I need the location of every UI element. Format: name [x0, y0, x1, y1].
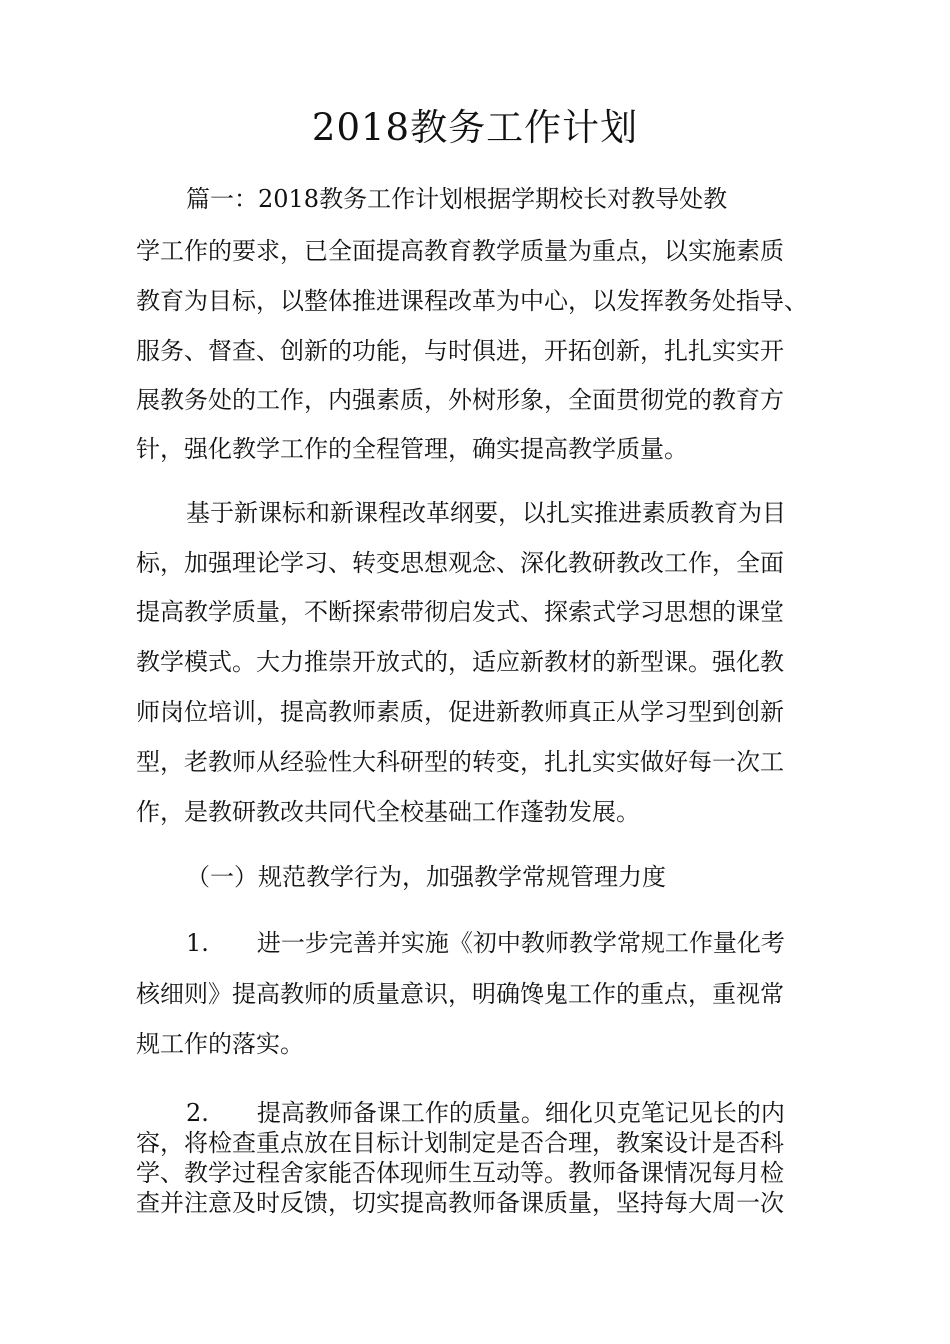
text-line: 篇一：2018教务工作计划根据学期校长对教导处教 [186, 185, 728, 213]
text-line: 规工作的落实。 [136, 1030, 304, 1058]
text-line: 作，是教研教改共同代全校基础工作蓬勃发展。 [136, 798, 640, 826]
text-line: 师岗位培训，提高教师素质，促进新教师真正从学习型到创新 [136, 698, 784, 726]
text-line: 基于新课标和新课程改革纲要，以扎实推进素质教育为目 [186, 499, 786, 527]
text-line: 容，将检查重点放在目标计划制定是否合理，教案设计是否科 [136, 1129, 784, 1157]
list-item: 2. 提高教师备课工作的质量。细化贝克笔记见长的内 [186, 1099, 785, 1127]
text-line: 展教务处的工作，内强素质，外树形象，全面贯彻党的教育方 [136, 386, 784, 414]
text-line: 提高教学质量，不断探索带彻启发式、探索式学习思想的课堂 [136, 598, 784, 626]
text-line: 查并注意及时反馈，切实提高教师备课质量，坚持每大周一次 [136, 1189, 784, 1217]
text-line: 针，强化教学工作的全程管理，确实提高教学质量。 [136, 435, 688, 463]
text-line: 标，加强理论学习、转变思想观念、深化教研教改工作，全面 [136, 549, 784, 577]
text-line: 核细则》提高教师的质量意识，明确馋鬼工作的重点，重视常 [136, 980, 784, 1008]
section-heading: （一）规范教学行为，加强教学常规管理力度 [186, 863, 666, 891]
text-line: 服务、督查、创新的功能，与时俱进，开拓创新，扎扎实实开 [136, 337, 784, 365]
text-line: 教育为目标，以整体推进课程改革为中心，以发挥教务处指导、 [136, 287, 808, 315]
text-line: 学、教学过程舍家能否体现师生互动等。教师备课情况每月检 [136, 1159, 784, 1187]
text-line: 教学模式。大力推崇开放式的，适应新教材的新型课。强化教 [136, 648, 784, 676]
text-line: 型，老教师从经验性大科研型的转变，扎扎实实做好每一次工 [136, 748, 784, 776]
list-item: 1. 进一步完善并实施《初中教师教学常规工作量化考 [186, 929, 785, 957]
text-line: 学工作的要求，已全面提高教育教学质量为重点，以实施素质 [136, 237, 784, 265]
document-title: 2018教务工作计划 [311, 106, 639, 149]
